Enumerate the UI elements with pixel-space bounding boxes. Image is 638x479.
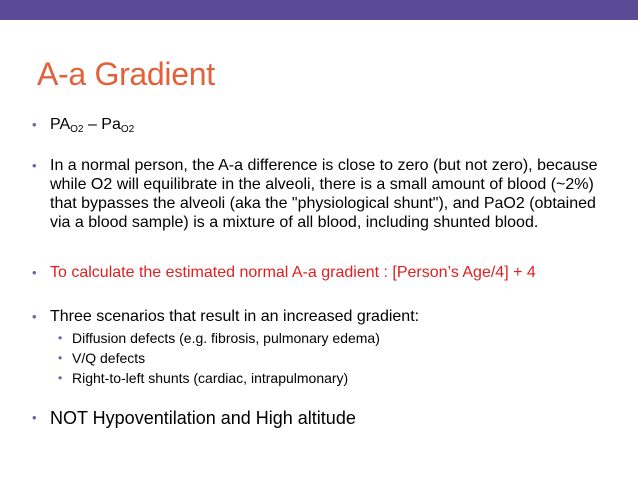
top-accent-bar xyxy=(0,0,638,20)
bullet-marker: • xyxy=(32,410,37,425)
scenario-item xyxy=(58,370,348,386)
exclusion-text: NOT Hypoventilation and High altitude xyxy=(50,408,356,428)
bullet-formula xyxy=(32,115,610,134)
slide-title: A-a Gradient xyxy=(37,56,215,92)
scenario-item-text: V/Q defects xyxy=(72,350,146,366)
bullet-marker: • xyxy=(32,265,37,280)
formula-a-subscript: O2 xyxy=(70,124,84,135)
formula-a-term: PA xyxy=(50,116,71,133)
bullet-marker: • xyxy=(32,309,37,324)
bullet-marker: • xyxy=(32,158,37,173)
scenario-item-text: Diffusion defects (e.g. fibrosis, pulmonary edema) xyxy=(72,330,380,346)
formula-text xyxy=(50,115,610,134)
scenario-item xyxy=(58,350,145,366)
bullet-scenarios xyxy=(32,307,610,326)
bullet-exclusion xyxy=(32,407,610,429)
bullet-marker: • xyxy=(32,117,37,132)
sub-bullet-marker: • xyxy=(58,331,63,345)
scenario-item xyxy=(58,330,380,346)
bullet-calculation xyxy=(32,263,610,282)
calculation-text: To calculate the estimated normal A-a gradient : [Person’s Age/4] + 4 xyxy=(50,264,536,281)
formula-b-term: Pa xyxy=(101,116,121,133)
normal-person-text: In a normal person, the A-a difference is close to zero (but not zero), because while O2 will equilibrate in the alveoli, there is a small amount of blood (~2%) that bypasses the alveoli (aka the "physiological shunt"), and PaO2 (obtained via a blood sample) is a mixture of all blood, including shunted blood. xyxy=(50,157,598,231)
formula-b-subscript: O2 xyxy=(120,124,135,135)
bullet-normal-person xyxy=(32,156,610,232)
scenario-item-text: Right-to-left shunts (cardiac, intrapulmonary) xyxy=(72,370,349,386)
sub-bullet-marker: • xyxy=(58,351,63,365)
scenarios-heading: Three scenarios that result in an increased gradient: xyxy=(50,308,420,325)
formula-separator: – xyxy=(83,116,102,133)
sub-bullet-marker: • xyxy=(58,371,63,385)
